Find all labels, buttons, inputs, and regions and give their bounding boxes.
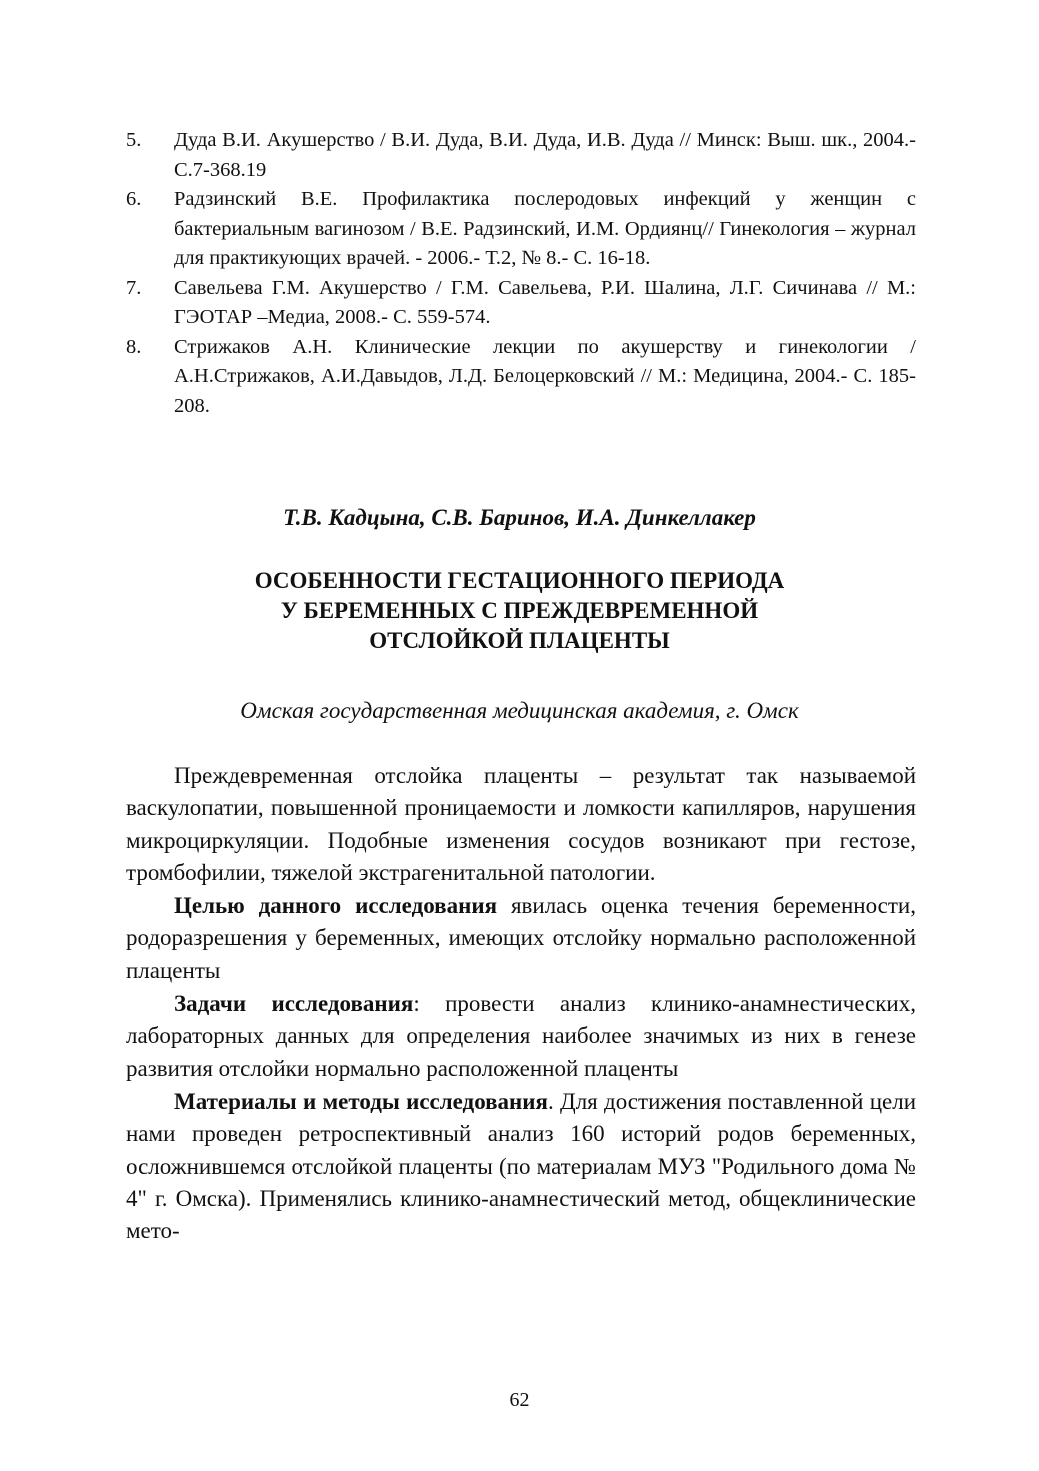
title-line: У БЕРЕМЕННЫХ С ПРЕЖДЕВРЕМЕННОЙ: [280, 598, 759, 623]
article-body: [126, 760, 916, 1247]
goal-paragraph: [126, 890, 916, 987]
methods-heading: Материалы и методы исследования: [174, 1088, 548, 1114]
reference-number: 7.: [126, 276, 142, 299]
reference-number: 6.: [126, 188, 142, 210]
reference-text: Савельева Г.М. Акушерство / Г.М. Савельева, Р.И. Шалина, Л.Г. Сичинава // М.: ГЭОТАР –Медиа, 2008.- С. 559-574.: [174, 276, 916, 328]
tasks-paragraph: [126, 988, 916, 1085]
article-affiliation: Омская государственная медицинская академия, г. Омск: [240, 698, 799, 723]
reference-text: Радзинский В.Е. Профилактика послеродовых инфекций у женщин с бактериальным вагинозом / В.Е. Радзинский, И.М. Ордиянц// Гинекология – журнал для практикующих врачей. - 2006.- Т.2, № 8.- С. 16-18.: [174, 188, 916, 269]
reference-text: Стрижаков А.Н. Клинические лекции по акушерству и гинекологии / А.Н.Стрижаков, А.И.Давыдов, Л.Д. Белоцерковский // М.: Медицина, 2004.- С. 185-208.: [174, 335, 916, 417]
article-authors: Т.В. Кадцына, С.В. Баринов, И.А. Динкеллакер: [283, 505, 756, 530]
methods-text: . Для достижения поставленной цели нами проведен ретроспективный анализ 160 историй родов беременных, осложнившемся отслойкой плаценты (по материалам МУЗ "Родильного дома № 4" г. Омска). Применялись клинико-анамнестический метод, общеклинические мето-: [126, 1088, 917, 1244]
article-title: [0, 566, 1039, 656]
methods-paragraph: [126, 1086, 916, 1247]
goal-text: явилась оценка течения беременности, родоразрешения у беременных, имеющих отслойку нормально расположенной плаценты: [126, 893, 916, 983]
reference-text: Дуда В.И. Акушерство / В.И. Дуда, В.И. Дуда, И.В. Дуда // Минск: Выш. шк., 2004.- С.7-368.19: [174, 129, 916, 181]
tasks-text: : провести анализ клинико-анамнестических, лабораторных данных для определения наиболее значимых из них в генезе развития отслойки нормально расположенной плаценты: [126, 991, 916, 1081]
reference-item: [126, 333, 916, 422]
page-number: 62: [509, 1389, 530, 1411]
reference-item: [126, 185, 916, 274]
reference-list: [126, 126, 916, 421]
reference-number: 5.: [126, 129, 142, 151]
reference-number: 8.: [126, 335, 142, 358]
reference-item: [126, 126, 916, 185]
title-line: ОСОБЕННОСТИ ГЕСТАЦИОННОГО ПЕРИОДА: [254, 568, 785, 593]
title-line: ОТСЛОЙКОЙ ПЛАЦЕНТЫ: [369, 628, 670, 653]
reference-item: [126, 274, 916, 333]
goal-heading: Целью данного исследования: [174, 893, 498, 919]
tasks-heading: Задачи исследования: [174, 991, 414, 1017]
intro-paragraph: Преждевременная отслойка плаценты – результат так называемой васкулопатии, повышенной проницаемости и ломкости капилляров, нарушения микроциркуляции. Подобные изменения сосудов возникают при гестозе, тромбофилии, тяжелой экстрагенитальной патологии.: [126, 763, 916, 885]
